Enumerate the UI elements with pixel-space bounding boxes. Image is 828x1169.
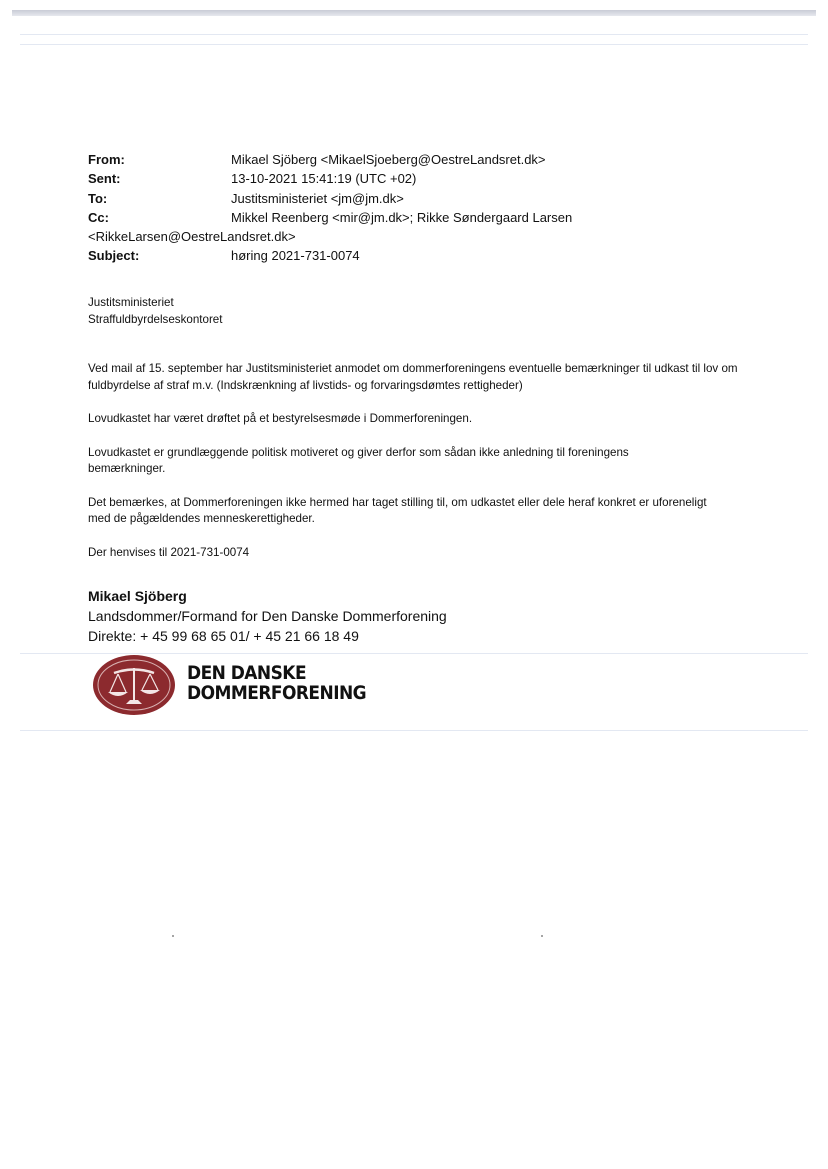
scan-edge [12, 10, 816, 16]
scan-artifact-line [20, 730, 808, 731]
scan-speck [541, 935, 543, 937]
email-header [88, 150, 688, 266]
sent-label: Sent: [88, 171, 121, 187]
cc-value-continued: <RikkeLarsen@OestreLandsret.dk> [88, 229, 296, 245]
subject-label: Subject: [88, 248, 140, 264]
from-value: Mikael Sjöberg <MikaelSjoeberg@OestreLandsret.dk> [231, 152, 546, 167]
sent-value: 13-10-2021 15:41:19 (UTC +02) [231, 171, 417, 187]
cc-row [88, 208, 688, 227]
cc-row-continued [88, 227, 688, 246]
from-label: From: [88, 152, 125, 167]
scales-of-justice-icon [92, 654, 176, 716]
organization-logo [92, 654, 392, 716]
from-row [88, 150, 688, 169]
signature-title: Landsdommer/Formand for Den Danske Dommerforening [88, 608, 447, 624]
to-value: Justitsministeriet <jm@jm.dk> [231, 190, 404, 206]
cc-value: Mikkel Reenberg <mir@jm.dk>; Rikke Søndergaard Larsen [231, 209, 573, 225]
signature-block [88, 586, 688, 646]
address-line: Straffuldbyrdelseskontoret [88, 312, 223, 326]
logo-line: DEN DANSKE [187, 663, 307, 684]
signature-phone: Direkte: + 45 99 68 65 01/ + 45 21 66 18 49 [88, 628, 359, 644]
subject-value: høring 2021-731-0074 [231, 248, 360, 264]
body-paragraph: Det bemærkes, at Dommerforeningen ikke hermed har taget stilling til, om udkastet eller dele heraf konkret er uforeneligt med de pågældendes menneskerettigheder. [88, 495, 707, 525]
logo-line: DOMMERFORENING [187, 683, 367, 704]
scan-artifact-line [20, 34, 808, 35]
to-row [88, 189, 688, 208]
scan-artifact-line [20, 44, 808, 45]
signature-name: Mikael Sjöberg [88, 588, 187, 604]
scan-speck [172, 935, 174, 937]
body-paragraph: Lovudkastet er grundlæggende politisk motiveret og giver derfor som sådan ikke anledning til foreningens bemærkninger. [88, 445, 629, 475]
sent-row [88, 169, 688, 188]
cc-label: Cc: [88, 209, 109, 225]
email-body [88, 295, 738, 561]
body-paragraph: Ved mail af 15. september har Justitsministeriet anmodet om dommerforeningens eventuelle bemærkninger til udkast til lov om fuldbyrdelse af straf m.v. (Indskrænkning af livstids- og forvaringsdømtes rettigheder) [88, 362, 738, 392]
logo-text [187, 664, 366, 704]
subject-row [88, 246, 688, 265]
to-label: To: [88, 190, 108, 206]
recipient-address [88, 295, 738, 328]
body-paragraph: Lovudkastet har været drøftet på et bestyrelsesmøde i Dommerforeningen. [88, 412, 473, 425]
body-paragraph: Der henvises til 2021-731-0074 [88, 545, 250, 559]
address-line: Justitsministeriet [88, 296, 174, 309]
